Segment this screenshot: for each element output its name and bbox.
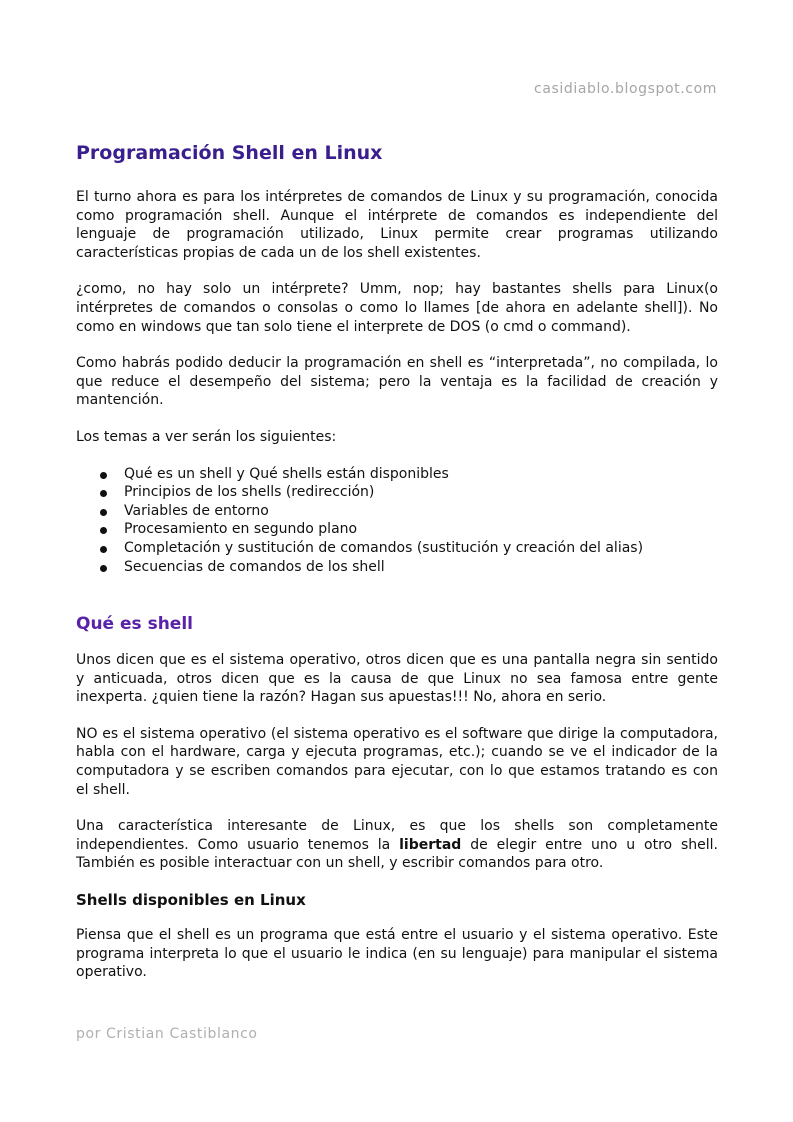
paragraph-caracteristica: Una característica interesante de Linux, es que los shells son completamente independientes. Como usuario tenemos la libertad de elegir entre uno u otro shell. También es posible interactuar con un shell, y escribir comandos para otro. <box>76 818 718 872</box>
bullet-icon <box>100 546 107 553</box>
bullet-icon <box>100 472 107 479</box>
bold-libertad: libertad <box>399 836 462 853</box>
list-item: Procesamiento en segundo plano <box>76 520 718 539</box>
list-item: Principios de los shells (redirección) <box>76 483 718 502</box>
paragraph-interpretada: Como habrás podido deducir la programación en shell es “interpretada”, no compilada, lo que reduce el desempeño del sistema; pero la ventaja es la facilidad de creación y mantención. <box>76 355 718 409</box>
header-site-name: casidiablo.blogspot.com <box>534 81 717 97</box>
bullet-icon <box>100 490 107 497</box>
topics-list <box>76 465 718 577</box>
list-item: Completación y sustitución de comandos (sustitución y creación del alias) <box>76 539 718 558</box>
bullet-icon <box>100 509 107 516</box>
footer-author: por Cristian Castiblanco <box>76 1026 258 1042</box>
section-title-que-es-shell: Qué es shell <box>76 614 193 635</box>
paragraph-piensa: Piensa que el shell es un programa que está entre el usuario y el sistema operativo. Este programa interpreta lo que el usuario le indica (en su lenguaje) para manipular el sistema operativo. <box>76 927 718 981</box>
bullet-icon <box>100 527 107 534</box>
list-item: Secuencias de comandos de los shell <box>76 558 718 577</box>
document-content <box>76 140 718 982</box>
paragraph-no-es-so: NO es el sistema operativo (el sistema operativo es el software que dirige la computadora, habla con el hardware, carga y ejecuta programas, etc.); cuando se ve el indicador de la computadora y se escriben comandos para ejecutar, con lo que estamos tratando es con el shell. <box>76 725 718 798</box>
paragraph-unos-dicen: Unos dicen que es el sistema operativo, otros dicen que es una pantalla negra sin sentido y anticuada, otros dicen que es la causa de que Linux no sea famosa entre gente inexperta. ¿quien tiene la razón? Hagan sus apuestas!!! No, ahora en serio. <box>76 652 718 706</box>
bullet-icon <box>100 565 107 572</box>
paragraph-intro: El turno ahora es para los intérpretes de comandos de Linux y su programación, conocida como programación shell. Aunque el intérprete de comandos es independiente del lenguaje de programación utilizado, Linux permite crear programas utilizando características propias de cada un de los shell existentes. <box>76 189 718 261</box>
list-item: Variables de entorno <box>76 502 718 521</box>
list-item: Qué es un shell y Qué shells están disponibles <box>76 465 718 484</box>
section-title-shells-disponibles: Shells disponibles en Linux <box>76 891 306 910</box>
paragraph-interpretes: ¿como, no hay solo un intérprete? Umm, nop; hay bastantes shells para Linux(o intérpretes de comandos o consolas o como lo llames [de ahora en adelante shell]). No como en windows que tan solo tiene el interprete de DOS (o cmd o command). <box>76 281 718 335</box>
paragraph-temas: Los temas a ver serán los siguientes: <box>76 428 337 445</box>
section-title-programacion-shell: Programación Shell en Linux <box>76 142 383 164</box>
